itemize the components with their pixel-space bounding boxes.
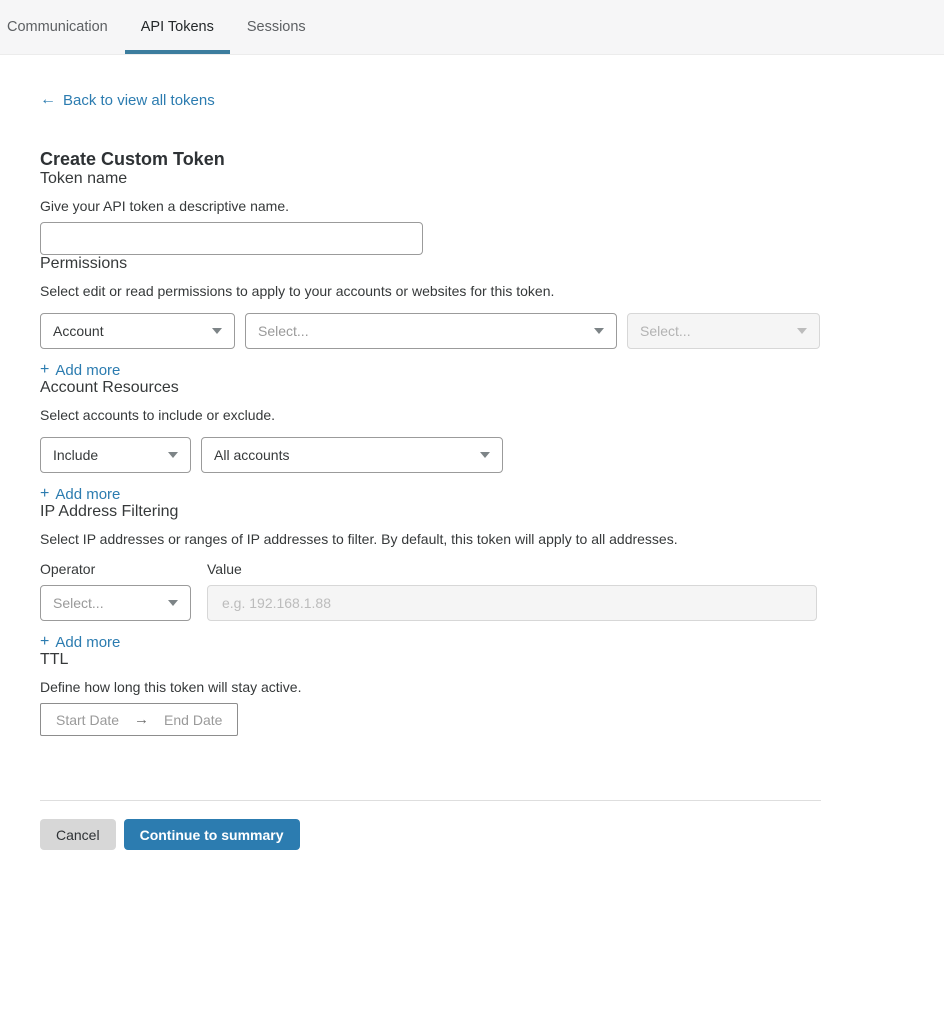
chevron-down-icon [212, 328, 222, 334]
value-label: Value [207, 561, 242, 577]
token-name-description: Give your API token a descriptive name. [40, 198, 290, 214]
end-date-field: End Date [164, 711, 223, 728]
permission-access-placeholder: Select... [640, 323, 691, 339]
plus-icon: + [40, 361, 50, 378]
tab-communication[interactable] [7, 0, 108, 54]
tab-sessions[interactable] [247, 0, 306, 54]
footer-divider [40, 800, 821, 801]
chevron-down-icon [594, 328, 604, 334]
ttl-date-range-picker[interactable] [40, 703, 238, 736]
page-title: Create Custom Token [40, 149, 225, 169]
permission-scope-select[interactable] [40, 313, 235, 349]
ttl-section [40, 651, 821, 736]
chevron-down-icon [168, 600, 178, 606]
ip-value-input [207, 585, 817, 621]
account-resources-description: Select accounts to include or exclude. [40, 407, 276, 423]
tab-api-tokens[interactable] [141, 0, 214, 54]
left-arrow-icon: ← [40, 91, 56, 108]
back-link[interactable] [40, 91, 215, 109]
ip-operator-placeholder: Select... [53, 595, 104, 611]
chevron-down-icon [797, 328, 807, 334]
active-tab-underline [125, 50, 230, 54]
start-date-field: Start Date [56, 711, 120, 728]
footer-actions [40, 819, 821, 887]
add-more-label: Add more [55, 361, 121, 379]
token-name-section [40, 170, 821, 255]
plus-icon: + [40, 485, 50, 502]
permissions-add-more-link[interactable] [40, 361, 120, 379]
right-arrow-icon: → [134, 711, 150, 728]
permission-scope-value: Account [53, 323, 104, 339]
plus-icon: + [40, 633, 50, 650]
permissions-description: Select edit or read permissions to apply to your accounts or websites for this token. [40, 283, 555, 299]
continue-to-summary-button[interactable]: Continue to summary [124, 819, 300, 850]
tab-communication-label: Communication [7, 19, 108, 35]
back-link-label: Back to view all tokens [63, 91, 215, 109]
permissions-heading: Permissions [40, 255, 128, 272]
tab-sessions-label: Sessions [246, 19, 306, 35]
operator-label: Operator [40, 561, 96, 577]
token-name-heading: Token name [40, 170, 128, 187]
main-content [0, 55, 861, 887]
ip-filtering-description: Select IP addresses or ranges of IP addresses to filter. By default, this token will apply to all addresses. [40, 531, 678, 547]
ttl-heading: TTL [40, 651, 69, 668]
account-include-value: Include [53, 447, 99, 463]
permission-resource-placeholder: Select... [258, 323, 309, 339]
token-name-input[interactable] [40, 222, 423, 255]
account-resources-add-more-link[interactable] [40, 485, 120, 503]
ip-operator-select[interactable] [40, 585, 191, 621]
account-resources-section [40, 379, 821, 503]
tab-api-tokens-label: API Tokens [140, 19, 214, 35]
add-more-label: Add more [55, 485, 121, 503]
cancel-button[interactable]: Cancel [40, 819, 116, 850]
chevron-down-icon [480, 452, 490, 458]
permission-access-select [627, 313, 820, 349]
account-include-select[interactable] [40, 437, 191, 473]
ttl-description: Define how long this token will stay active. [40, 679, 302, 695]
account-list-value: All accounts [214, 447, 290, 463]
ip-filtering-section [40, 503, 821, 651]
chevron-down-icon [168, 452, 178, 458]
account-resources-heading: Account Resources [40, 379, 179, 396]
add-more-label: Add more [55, 633, 121, 651]
permission-resource-select[interactable] [245, 313, 617, 349]
permissions-section [40, 255, 821, 379]
ip-filtering-heading: IP Address Filtering [40, 503, 179, 520]
account-list-select[interactable] [201, 437, 503, 473]
ip-filtering-add-more-link[interactable] [40, 633, 120, 651]
tab-bar [0, 0, 944, 55]
